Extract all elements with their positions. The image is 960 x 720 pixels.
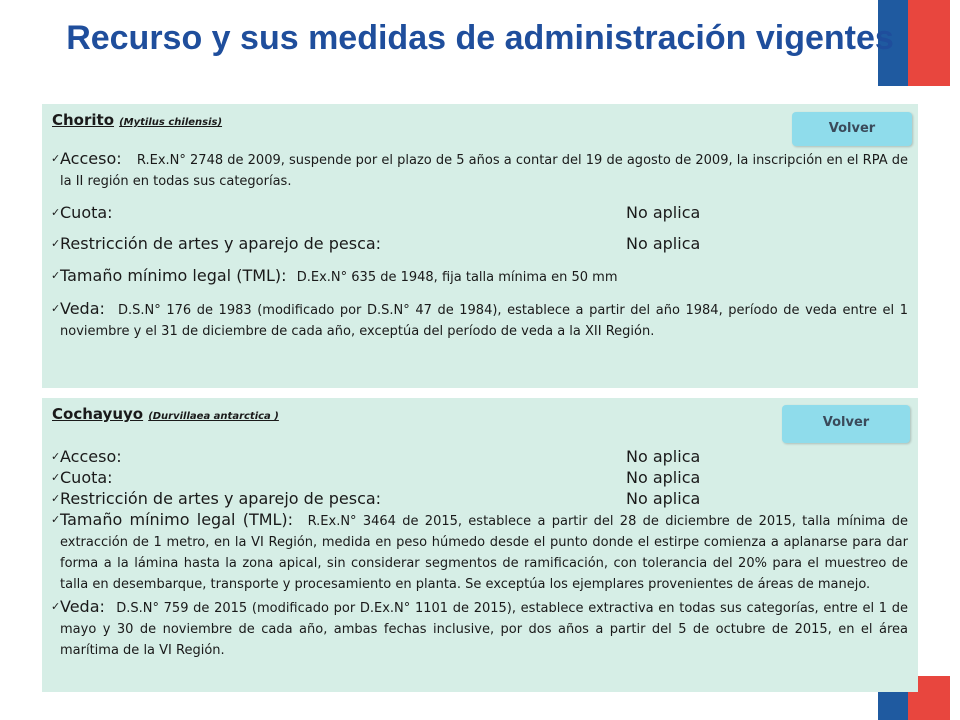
species-name: Chorito	[52, 111, 115, 129]
check-icon: ✓	[51, 152, 61, 165]
check-icon: ✓	[51, 237, 61, 250]
check-icon: ✓	[51, 492, 61, 505]
tml-item: ✓ Tamaño mínimo legal (TML): R.Ex.N° 3464 de 2015, establece a partir del 28 de diciembre de 2015, talla mínima de extracción de 1 metro, en la VI Región, medida en peso húmedo desde el punto donde el estirpe comienza a aplanarse para dar forma a la lámina hasta la zona apical, sin considerar segmentos de ramificación, con tolerancia del 20% para el muestreo de talla en desembarque, transporte y procesamiento en planta. Se exceptúa los ejemplares provenientes de áreas de manejo.	[51, 510, 909, 592]
restriccion-item: ✓ Restricción de artes y aparejo de pesca: No aplica	[51, 489, 701, 508]
chorito-panel	[42, 104, 918, 388]
check-icon: ✓	[51, 600, 61, 613]
tml-item: ✓ Tamaño mínimo legal (TML): D.Ex.N° 635 de 1948, fija talla mínima en 50 mm	[51, 266, 618, 285]
check-icon: ✓	[51, 269, 61, 282]
veda-item: ✓ Veda: D.S.N° 759 de 2015 (modificado por D.Ex.N° 1101 de 2015), establece extractiva en todas sus categorías, entre el 1 de mayo y 30 de noviembre de cada año, ambas fechas inclusive, por dos años a partir del 5 de octubre de 2015, en el área marítima de la VI Región.	[51, 597, 908, 658]
check-icon: ✓	[51, 471, 61, 484]
species-name: Cochayuyo	[52, 405, 144, 423]
acceso-item: ✓ Acceso: R.Ex.N° 2748 de 2009, suspende por el plazo de 5 años a contar del 19 de agosto de 2009, la inscripción en el RPA de la II región en todas sus categorías.	[51, 149, 908, 189]
check-icon: ✓	[51, 206, 61, 219]
restriccion-item: ✓ Restricción de artes y aparejo de pesca: No aplica	[51, 234, 701, 253]
cuota-item: ✓ Cuota: No aplica	[51, 468, 701, 487]
cuota-item: ✓ Cuota: No aplica	[51, 203, 701, 222]
acceso-item: ✓ Acceso: No aplica	[51, 447, 701, 466]
volver-button[interactable]: Volver	[792, 112, 912, 146]
check-icon: ✓	[51, 513, 61, 526]
species-latin: (Durvillaea antarctica )	[148, 411, 279, 422]
species-heading	[52, 404, 908, 423]
species-heading	[52, 110, 908, 129]
page-title: Recurso y sus medidas de administración vigentes	[66, 19, 894, 57]
veda-item: ✓ Veda: D.S.N° 176 de 1983 (modificado por D.S.N° 47 de 1984), establece a partir del año 1984, período de veda entre el 1 noviembre y el 31 de diciembre de cada año, exceptúa del período de veda a la XII Región.	[51, 299, 908, 339]
check-icon: ✓	[51, 450, 61, 463]
species-latin: (Mytilus chilensis)	[119, 117, 223, 128]
check-icon: ✓	[51, 302, 61, 315]
volver-button[interactable]: Volver	[782, 405, 910, 443]
